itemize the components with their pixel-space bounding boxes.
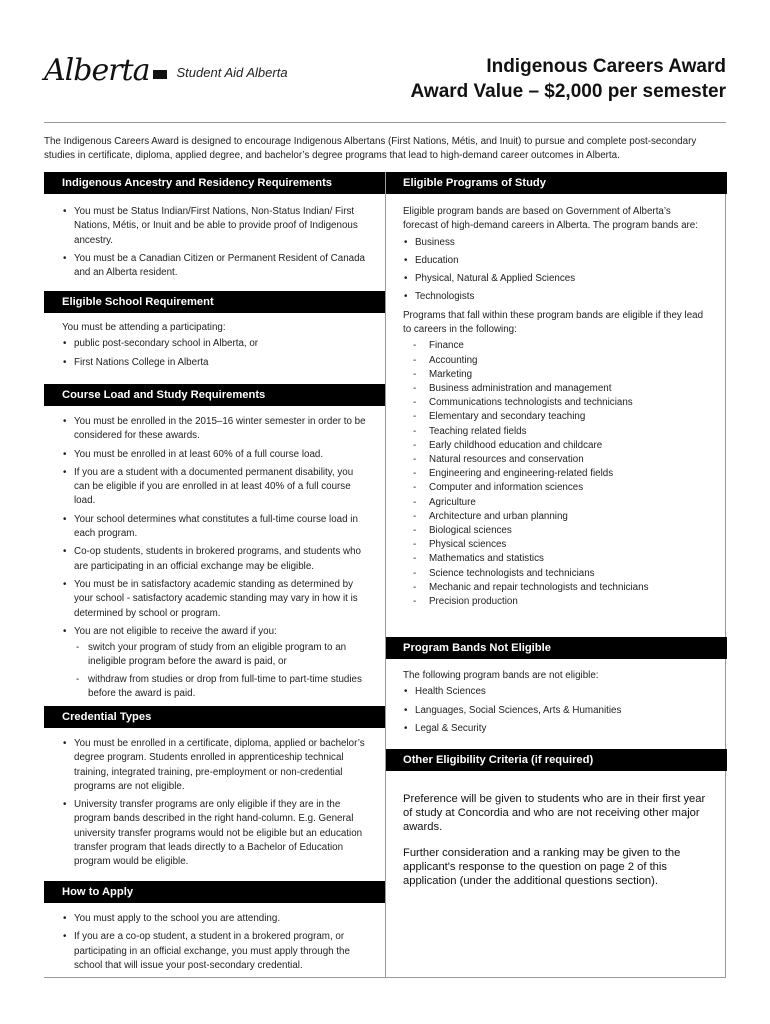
logo-flag-icon xyxy=(153,70,167,79)
not-eligible-section xyxy=(403,669,708,740)
list-item: - Agriculture xyxy=(403,496,708,510)
credential-section xyxy=(62,737,368,874)
school-section xyxy=(62,321,368,374)
list-item: • If you are a co-op student, a student in a brokered program, or participating in an official exchange, you must apply through the school that will issue your post-secondary credential. xyxy=(62,930,368,973)
list-item: - Business administration and management xyxy=(403,382,708,396)
sub-list-item: - switch your program of study from an eligible program to an ineligible program before the award is paid, or xyxy=(74,641,368,670)
list-item: • You must be enrolled in at least 60% of a full course load. xyxy=(62,448,368,462)
alberta-logo xyxy=(44,50,288,86)
other-criteria-para-2: Further consideration and a ranking may be given to the applicant's response to the question on page 2 of this application (under the additional questions section). xyxy=(403,847,681,887)
list-item: • You must be in satisfactory academic standing as determined by your school - satisfactory academic standing may vary in how it is determined by school or program. xyxy=(62,578,368,621)
content-frame xyxy=(44,172,726,978)
list-item: • Languages, Social Sciences, Arts & Humanities xyxy=(403,704,708,718)
list-item: - Biological sciences xyxy=(403,524,708,538)
other-criteria-heading: Other Eligibility Criteria (if required) xyxy=(386,749,727,771)
list-item: • Technologists xyxy=(403,290,708,304)
fields-lead: Programs that fall within these program bands are eligible if they lead to careers in the following: xyxy=(403,309,704,336)
list-item: - Physical sciences xyxy=(403,538,708,552)
list-item: • public post-secondary school in Alberta, or xyxy=(62,337,368,351)
programs-section xyxy=(403,205,708,609)
list-item: - Early childhood education and childcare xyxy=(403,439,708,453)
list-item: - Natural resources and conservation xyxy=(403,453,708,467)
list-item: • If you are a student with a documented permanent disability, you can be eligible if you are enrolled in at least 40% of a full course load. xyxy=(62,466,368,509)
list-item: • University transfer programs are only eligible if they are in the program bands described in the right hand-column. E.g. General university transfer programs would not be eligible but an education transfer program that leads directly to a Bachelor of Education program would be eligible. xyxy=(62,798,368,869)
list-item: • First Nations College in Alberta xyxy=(62,356,368,370)
sub-list-item: - withdraw from studies or drop from full-time to part-time studies before the award is paid. xyxy=(74,673,368,702)
list-item: • Education xyxy=(403,254,708,268)
how-to-apply-section xyxy=(62,912,368,977)
list-item: - Marketing xyxy=(403,368,708,382)
list-item: - Accounting xyxy=(403,354,708,368)
award-titles xyxy=(411,54,726,104)
list-item: • Your school determines what constitutes a full-time course load in each program. xyxy=(62,513,368,542)
list-item: - Engineering and engineering-related fields xyxy=(403,467,708,481)
list-item: • Business xyxy=(403,236,708,250)
logo-subtitle: Student Aid Alberta xyxy=(176,65,288,80)
award-title: Indigenous Careers Award xyxy=(486,56,726,77)
programs-heading: Eligible Programs of Study xyxy=(386,172,727,194)
intro-paragraph: The Indigenous Careers Award is designed to encourage Indigenous Albertans (First Nations, Métis, and Inuit) to pursue and complete post-secondary studies in certificate, diploma, applied degree, and bachelor’s degree programs that lead to high-demand career outcomes in Alberta. xyxy=(44,136,697,161)
header-divider xyxy=(44,122,726,123)
page-header xyxy=(44,46,726,108)
not-eligible-lead: The following program bands are not eligible: xyxy=(403,670,599,681)
course-load-section xyxy=(62,415,368,705)
not-eligible-lead: You are not eligible to receive the award if you: xyxy=(74,625,277,637)
list-item: - Precision production xyxy=(403,595,708,609)
school-lead: You must be attending a participating: xyxy=(62,322,226,333)
list-item: • You must apply to the school you are attending. xyxy=(62,912,368,926)
ancestry-heading: Indigenous Ancestry and Residency Requirements xyxy=(44,172,385,194)
credential-heading: Credential Types xyxy=(44,706,385,728)
school-heading: Eligible School Requirement xyxy=(44,291,385,313)
list-item: • You must be enrolled in the 2015–16 winter semester in order to be considered for these awards. xyxy=(62,415,368,444)
list-item: - Mathematics and statistics xyxy=(403,552,708,566)
list-item: - Computer and information sciences xyxy=(403,481,708,495)
how-to-apply-heading: How to Apply xyxy=(44,881,385,903)
list-item: - Science technologists and technicians xyxy=(403,567,708,581)
other-criteria-section xyxy=(403,792,708,900)
other-criteria-para-1: Preference will be given to students who are in their first year of study at Concordia and who are not receiving other major awards. xyxy=(403,793,706,833)
list-item: • You must be enrolled in a certificate, diploma, applied or bachelor’s degree program. Students enrolled in apprenticeship technical training, integrated training, pre-employment or non-credential programs are not eligible. xyxy=(62,737,368,794)
course-load-heading: Course Load and Study Requirements xyxy=(44,384,385,406)
ancestry-section xyxy=(62,205,368,284)
list-item: • Co-op students, students in brokered programs, and students who are participating in an official exchange may be eligible. xyxy=(62,545,368,574)
not-eligible-heading: Program Bands Not Eligible xyxy=(386,637,727,659)
list-item: - Elementary and secondary teaching xyxy=(403,410,708,424)
right-column xyxy=(385,172,726,978)
list-item: • Physical, Natural & Applied Sciences xyxy=(403,272,708,286)
list-item: - Architecture and urban planning xyxy=(403,510,708,524)
list-item: - Mechanic and repair technologists and technicians xyxy=(403,581,708,595)
programs-intro: Eligible program bands are based on Government of Alberta’s forecast of high-demand careers in Alberta. The program bands are: xyxy=(403,206,698,232)
list-item: - Communications technologists and technicians xyxy=(403,396,708,410)
list-item: • You must be a Canadian Citizen or Permanent Resident of Canada and an Alberta resident. xyxy=(62,252,368,281)
logo-wordmark: Alberta xyxy=(44,53,150,88)
list-item: • Health Sciences xyxy=(403,685,708,699)
list-item: - Finance xyxy=(403,339,708,353)
career-fields-list xyxy=(403,339,708,609)
list-item xyxy=(62,625,368,701)
list-item: • Legal & Security xyxy=(403,722,708,736)
list-item: - Teaching related fields xyxy=(403,425,708,439)
list-item: • You must be Status Indian/First Nations, Non-Status Indian/ First Nations, Métis, or Inuit and be able to provide proof of Indigenous ancestry. xyxy=(62,205,368,248)
left-column xyxy=(44,172,385,978)
award-value: Award Value – $2,000 per semester xyxy=(410,81,726,102)
